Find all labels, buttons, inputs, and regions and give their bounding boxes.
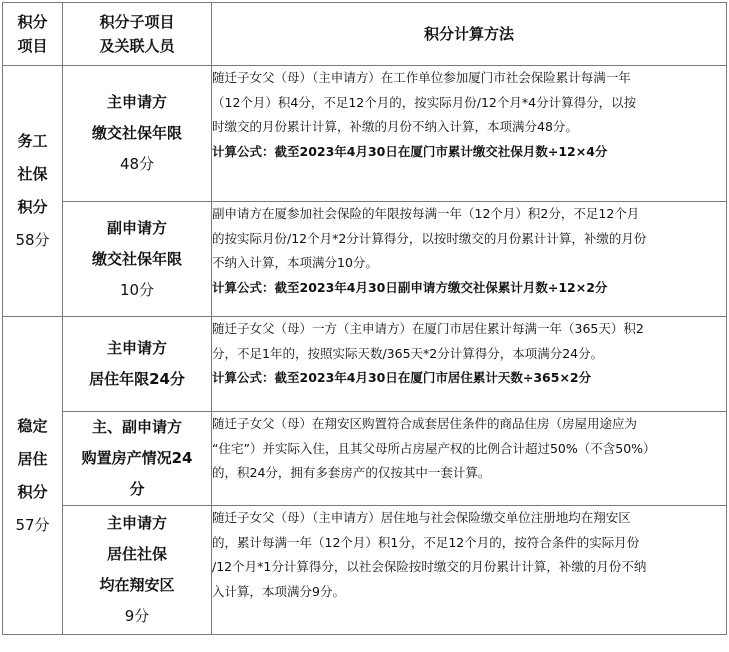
method-cell — [212, 66, 727, 202]
subitem-cell — [63, 66, 212, 202]
subitem-line: 主申请方 — [106, 514, 167, 532]
subitem-points: 48分 — [119, 155, 155, 173]
category-cell — [3, 66, 63, 317]
table-row — [3, 506, 727, 635]
subitem-line: 购置房产情况24 — [81, 449, 193, 467]
method-line: 副申请方在厦参加社会保险的年限按每满一年（12个月）积2分，不足12个月 — [212, 206, 640, 221]
subitem-cell — [63, 202, 212, 317]
method-line: 时缴交的月份累计计算，补缴的月份不纳入计算，本项满分48分。 — [212, 119, 578, 135]
method-cell — [212, 412, 727, 506]
category-line: 积分 — [17, 198, 48, 216]
method-line: 分，不足1年的，按照实际天数/365天*2分计算得分，本项满分24分。 — [212, 345, 604, 361]
method-line: 随迁子女父（母）（主申请方）在工作单位参加厦门市社会保险累计每满一年 — [212, 70, 631, 85]
subitem-line: 缴交社保年限 — [91, 124, 182, 142]
subitem-cell — [63, 506, 212, 635]
category-line: 积分 — [17, 482, 48, 501]
header-category — [3, 3, 63, 66]
header-subitem-line: 积分子项目 — [99, 13, 175, 31]
method-line: 入计算，本项满分9分。 — [212, 583, 345, 599]
formula-text: 计算公式：截至2023年4月30日副申请方缴交社保累计月数÷12×2分 — [212, 279, 608, 295]
method-cell — [212, 506, 727, 635]
method-line: /12个月*1分计算得分，以社会保险按时缴交的月份累计计算，补缴的月份不纳 — [212, 559, 647, 575]
subitem-line: 缴交社保年限 — [91, 249, 182, 268]
subitem-points: 10分 — [119, 280, 155, 299]
subitem-points: 9分 — [124, 607, 150, 625]
formula-text: 计算公式：截至2023年4月30日在厦门市居住累计天数÷365×2分 — [212, 370, 592, 386]
subitem-line: 主申请方 — [106, 93, 167, 111]
method-line: “住宅”）并实际入住，且其父母所占房屋产权的比例合计超过50%（不含50%） — [212, 440, 656, 456]
category-line: 务工 — [17, 132, 48, 150]
category-score: 57分 — [15, 515, 50, 534]
method-line: 的按实际月份/12个月*2分计算得分，以按时缴交的月份累计计算，补缴的月份 — [212, 230, 647, 246]
table-row — [3, 412, 727, 506]
method-line: 不纳入计算，本项满分10分。 — [212, 255, 378, 271]
category-line: 社保 — [17, 165, 48, 183]
header-category-line: 项目 — [17, 37, 48, 55]
category-cell — [3, 317, 63, 635]
method-line: 随迁子女父（母）在翔安区购置符合成套居住条件的商品住房（房屋用途应为 — [212, 416, 638, 431]
subitem-cell — [63, 317, 212, 412]
method-line: 的，累计每满一年（12个月）积1分，不足12个月的，按符合条件的实际月份 — [212, 534, 640, 550]
table-row — [3, 66, 727, 202]
header-category-line: 积分 — [17, 13, 48, 31]
subitem-line: 居住年限24分 — [89, 370, 185, 388]
method-cell — [212, 202, 727, 317]
method-line: （12个月）积4分，不足12个月的，按实际月份/12个月*4分计算得分，以按 — [212, 94, 637, 110]
category-line: 居住 — [17, 449, 48, 468]
subitem-line: 均在翔安区 — [99, 576, 175, 594]
subitem-line: 主、副申请方 — [91, 418, 182, 436]
subitem-line: 副申请方 — [106, 218, 167, 237]
category-line: 稳定 — [17, 416, 48, 435]
scoring-table — [2, 2, 727, 635]
header-method: 积分计算方法 — [212, 3, 727, 66]
formula-text: 计算公式：截至2023年4月30日在厦门市累计缴交社保月数÷12×4分 — [212, 143, 608, 159]
method-cell — [212, 317, 727, 412]
method-line: 随迁子女父（母）一方（主申请方）在厦门市居住累计每满一年（365天）积2 — [212, 321, 644, 336]
subitem-line: 分 — [129, 480, 145, 498]
subitem-cell — [63, 412, 212, 506]
table-row — [3, 317, 727, 412]
subitem-line: 居住社保 — [106, 545, 167, 563]
subitem-line: 主申请方 — [106, 339, 167, 357]
table-header-row — [3, 3, 727, 66]
header-subitem — [63, 3, 212, 66]
header-subitem-line: 及关联人员 — [99, 37, 175, 55]
method-line: 的，积24分，拥有多套房产的仅按其中一套计算。 — [212, 465, 491, 481]
category-score: 58分 — [15, 231, 50, 249]
method-line: 随迁子女父（母）（主申请方）居住地与社会保险缴交单位注册地均在翔安区 — [212, 510, 631, 525]
table-row — [3, 202, 727, 317]
